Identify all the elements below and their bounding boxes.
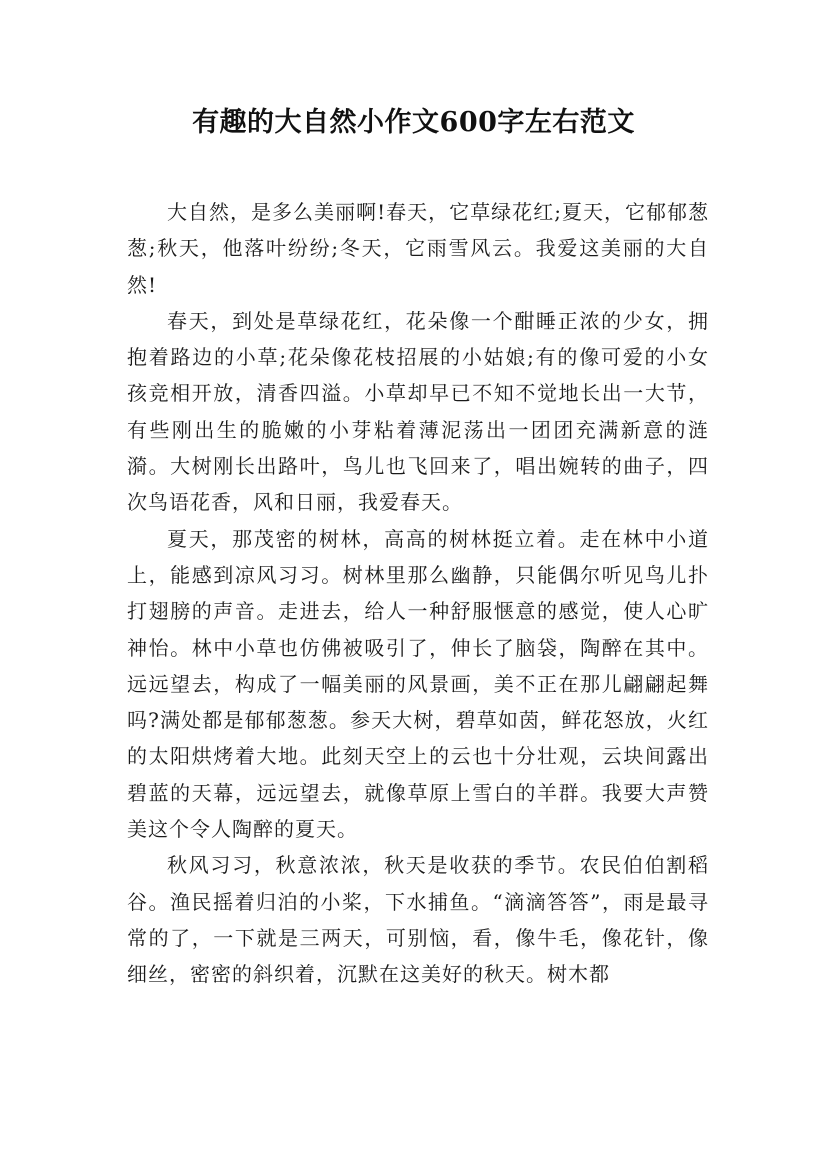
paragraph-summer: 夏天，那茂密的树林，高高的树林挺立着。走在林中小道上，能感到凉风习习。树林里那么幽静，只能偶尔听见鸟儿扑打翅膀的声音。走进去，给人一种舒服惬意的感觉，使人心旷神怡。林中小草也仿佛被吸引了，伸长了脑袋，陶醉在其中。远远望去，构成了一幅美丽的风景画，美不正在那儿翩翩起舞吗?满处都是郁郁葱葱。参天大树，碧草如茵，鲜花怒放，火红的太阳烘烤着大地。此刻天空上的云也十分壮观，云块间露出碧蓝的天幕，远远望去，就像草原上雪白的羊群。我要大声赞美这个令人陶醉的夏天。 — [127, 526, 709, 842]
document-body — [127, 194, 709, 993]
paragraph-intro: 大自然，是多么美丽啊!春天，它草绿花红;夏天，它郁郁葱葱;秋天，他落叶纷纷;冬天，它雨雪风云。我爱这美丽的大自然! — [127, 200, 709, 297]
paragraph-spring: 春天，到处是草绿花红，花朵像一个酣睡正浓的少女，拥抱着路边的小草;花朵像花枝招展的小姑娘;有的像可爱的小女孩竞相开放，清香四溢。小草却早已不知不觉地长出一大节，有些刚出生的脆嫩的小芽粘着薄泥荡出一团团充满新意的涟漪。大树刚长出路叶，鸟儿也飞回来了，唱出婉转的曲子，四次鸟语花香，风和日丽，我爱春天。 — [127, 308, 709, 515]
document-title: 有趣的大自然小作文600字左右范文 — [192, 107, 635, 138]
paragraph-autumn: 秋风习习，秋意浓浓，秋天是收获的季节。农民伯伯割稻谷。渔民摇着归泊的小桨，下水捕鱼。“滴滴答答”，雨是最寻常的了，一下就是三两天，可别恼，看，像牛毛，像花针，像细丝，密密的斜织着，沉默在这美好的秋天。树木都 — [127, 853, 709, 987]
